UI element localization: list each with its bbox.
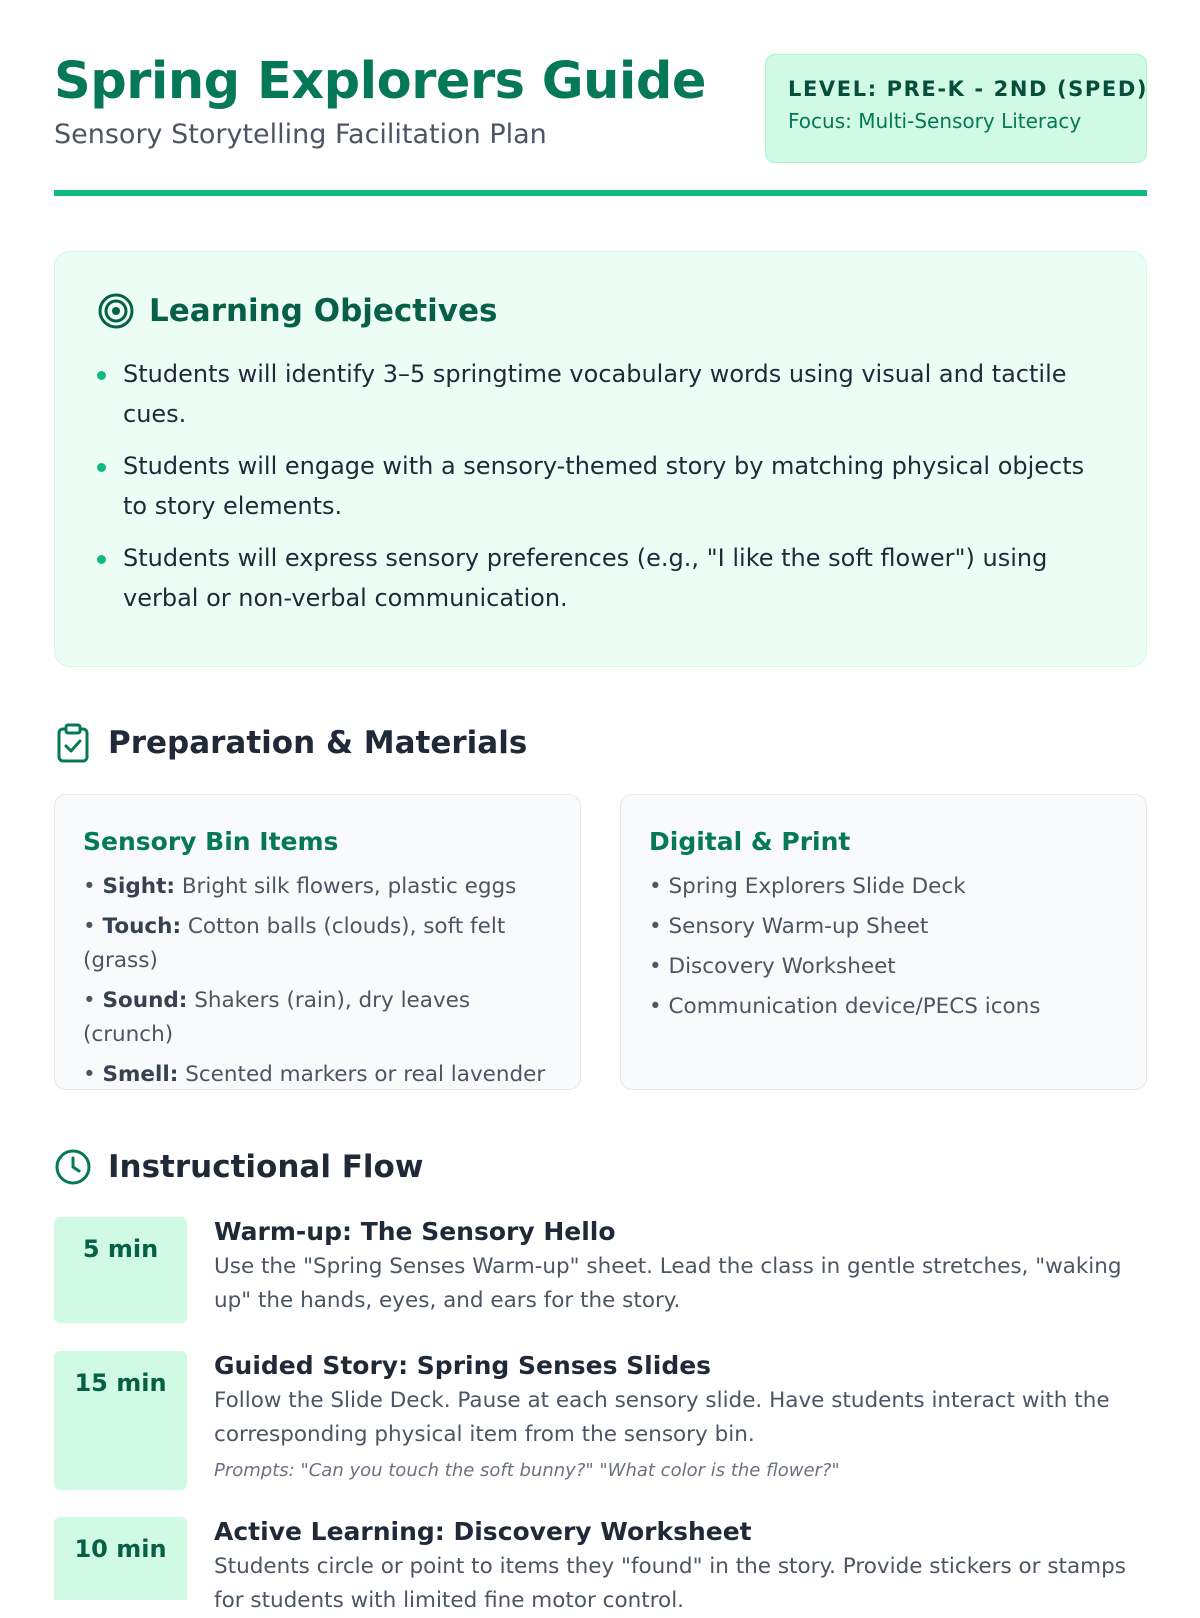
objective-item: Students will engage with a sensory-themed story by matching physical objects to story elements. — [97, 446, 1104, 526]
list-item: • Touch: Cotton balls (clouds), soft felt (grass) — [83, 914, 506, 973]
step-prompt: Prompts: "Can you touch the soft bunny?" "What color is the flower?" — [214, 1460, 840, 1481]
materials-heading — [54, 723, 527, 763]
list-item: • Communication device/PECS icons — [649, 994, 1041, 1019]
list-item: • Smell: Scented markers or real lavender — [83, 1062, 546, 1087]
materials-title: Preparation & Materials — [108, 725, 528, 761]
list-item: • Sight: Bright silk flowers, plastic eggs — [83, 874, 517, 899]
sensory-bin-card — [54, 794, 581, 1090]
step-description: Follow the Slide Deck. Pause at each sensory slide. Have students interact with the corresponding physical item from the sensory bin. — [214, 1388, 1110, 1447]
list-item: • Sound: Shakers (rain), dry leaves (crunch) — [83, 988, 471, 1047]
list-item: • Spring Explorers Slide Deck — [649, 874, 966, 899]
list-item: • Sensory Warm-up Sheet — [649, 914, 929, 939]
flow-heading — [54, 1147, 424, 1187]
time-badge: 10 min — [54, 1517, 187, 1600]
target-icon — [97, 292, 135, 330]
flow-title: Instructional Flow — [108, 1149, 424, 1185]
digital-print-list — [649, 870, 1146, 1024]
clock-icon — [54, 1147, 92, 1187]
objective-item: Students will identify 3–5 springtime vocabulary words using visual and tactile cues. — [97, 354, 1104, 434]
objectives-title: Learning Objectives — [149, 293, 498, 329]
header-divider — [54, 190, 1147, 196]
sensory-bin-title: Sensory Bin Items — [83, 827, 339, 856]
time-badge: 5 min — [54, 1217, 187, 1323]
level-badge — [765, 54, 1147, 163]
step-title: Warm-up: The Sensory Hello — [214, 1217, 616, 1246]
lesson-plan-page — [54, 0, 1149, 1613]
sensory-bin-list — [83, 870, 580, 1092]
page-title: Spring Explorers Guide — [54, 52, 706, 111]
focus-text: Focus: Multi-Sensory Literacy — [788, 109, 1082, 133]
step-title: Guided Story: Spring Senses Slides — [214, 1351, 712, 1380]
level-text: LEVEL: PRE-K - 2ND (SPED) — [788, 77, 1149, 101]
time-badge: 15 min — [54, 1351, 187, 1490]
step-title: Active Learning: Discovery Worksheet — [214, 1517, 752, 1546]
list-item: • Discovery Worksheet — [649, 954, 896, 979]
clipboard-check-icon — [54, 723, 92, 763]
step-description: Use the "Spring Senses Warm-up" sheet. Lead the class in gentle stretches, "waking up" the hands, eyes, and ears for the story. — [214, 1254, 1122, 1313]
objective-item: Students will express sensory preferences (e.g., "I like the soft flower") using verbal or non-verbal communication. — [97, 538, 1104, 618]
digital-print-title: Digital & Print — [649, 827, 851, 856]
header — [54, 52, 1147, 197]
page-subtitle: Sensory Storytelling Facilitation Plan — [54, 119, 547, 150]
step-description: Students circle or point to items they "found" in the story. Provide stickers or stamps for students with limited fine motor control. — [214, 1554, 1126, 1613]
objectives-list — [97, 354, 1104, 618]
objectives-panel — [54, 251, 1147, 667]
digital-print-card — [620, 794, 1147, 1090]
